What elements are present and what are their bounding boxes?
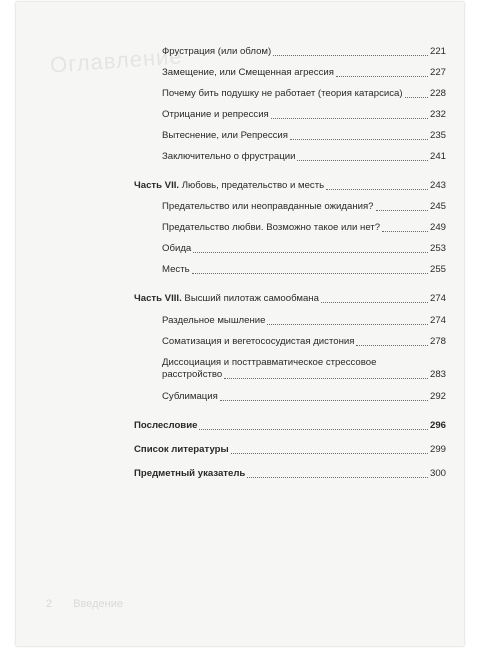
toc-entry-page: 299 [429, 444, 446, 455]
toc-entry-title: Предметный указатель [134, 468, 246, 479]
toc-entry[interactable] [162, 357, 446, 381]
toc-entry-page: 283 [429, 369, 446, 380]
toc-part-name: Высший пилотаж самообмана [181, 293, 319, 304]
toc-entry-page: 243 [429, 180, 446, 191]
toc-entry-title: Замещение, или Смещенная агрессия [162, 67, 334, 78]
toc-entry[interactable] [162, 264, 446, 276]
toc-entry-title: Обида [162, 243, 192, 254]
leader-dots [321, 301, 428, 303]
toc-entry-page: 300 [429, 468, 446, 479]
toc-entry-title: Послесловие [134, 420, 198, 431]
leader-dots [224, 377, 428, 379]
toc-entry-title: Заключительно о фрустрации [162, 151, 296, 162]
toc-entry-page: 253 [429, 243, 446, 254]
ghost-footer-page: 2 [46, 598, 53, 610]
ghost-footer-text: Введение [73, 598, 123, 610]
toc-entry-title-line1: Диссоциация и посттравматическое стрессовое [162, 357, 377, 368]
leader-dots [273, 54, 428, 56]
toc-part-title [134, 180, 324, 192]
toc-entry-title: Соматизация и вегетососудистая дистония [162, 336, 355, 347]
leader-dots [267, 323, 428, 325]
toc-entry-title: Вытеснение, или Репрессия [162, 130, 288, 141]
toc-entry[interactable] [162, 243, 446, 255]
toc-entry[interactable] [162, 67, 446, 79]
toc-entry-page: 245 [429, 201, 446, 212]
book-page [16, 2, 464, 646]
toc-afterword[interactable] [134, 420, 446, 432]
leader-dots [271, 117, 428, 119]
toc-entry-page: 227 [429, 67, 446, 78]
toc-entry-page: 235 [429, 130, 446, 141]
toc-part-heading[interactable] [134, 293, 446, 305]
toc-entry-line2 [162, 369, 446, 381]
toc-entry[interactable] [162, 88, 446, 100]
toc-part-title [134, 293, 319, 305]
toc-entry[interactable] [162, 222, 446, 234]
toc-entry-page: 232 [429, 109, 446, 120]
toc-entry-title: Раздельное мышление [162, 315, 266, 326]
toc-entry-title: Предательство или неоправданные ожидания? [162, 201, 374, 212]
leader-dots [405, 96, 428, 98]
toc-part-heading[interactable] [134, 180, 446, 192]
toc-entry[interactable] [162, 109, 446, 121]
leader-dots [297, 159, 428, 161]
toc-entry-page: 274 [429, 293, 446, 304]
toc-entry-title: Месть [162, 264, 190, 275]
toc-entry[interactable] [162, 336, 446, 348]
toc-entry[interactable] [162, 46, 446, 58]
toc-entry-title: Список литературы [134, 444, 229, 455]
toc-entry[interactable] [162, 201, 446, 213]
leader-dots [290, 138, 428, 140]
toc-entry-page: 249 [429, 222, 446, 233]
toc-entry-title: Сублимация [162, 391, 218, 402]
leader-dots [326, 188, 428, 190]
ghost-page-title: Оглавление [49, 43, 184, 78]
toc-entry-title-line2: расстройство [162, 369, 223, 380]
toc-entry-title: Предательство любви. Возможно такое или нет? [162, 222, 381, 233]
leader-dots [382, 230, 428, 232]
toc-part-label: Часть VIII. [134, 293, 182, 304]
leader-dots [199, 428, 428, 430]
toc-entry-page: 221 [429, 46, 446, 57]
toc-entry-page: 274 [429, 315, 446, 326]
toc-entry[interactable] [162, 315, 446, 327]
table-of-contents [16, 2, 464, 646]
toc-entry-page: 241 [429, 151, 446, 162]
toc-entry[interactable] [162, 130, 446, 142]
toc-entry[interactable] [162, 391, 446, 403]
leader-dots [193, 251, 428, 253]
toc-entry-title: Фрустрация (или облом) [162, 46, 272, 57]
toc-entry[interactable] [162, 151, 446, 163]
leader-dots [231, 452, 428, 454]
toc-part-label: Часть VII. [134, 180, 180, 191]
toc-entry-title: Отрицание и репрессия [162, 109, 269, 120]
toc-entry-page: 228 [429, 88, 446, 99]
leader-dots [247, 476, 428, 478]
toc-index[interactable] [134, 468, 446, 480]
leader-dots [220, 399, 428, 401]
toc-entry-page: 278 [429, 336, 446, 347]
toc-entry-page: 292 [429, 391, 446, 402]
leader-dots [192, 272, 428, 274]
toc-part-name: Любовь, предательство и месть [179, 180, 325, 191]
toc-entry-page: 296 [429, 420, 446, 431]
leader-dots [336, 75, 428, 77]
toc-entry-page: 255 [429, 264, 446, 275]
toc-entry-title: Почему бить подушку не работает (теория катарсиса) [162, 88, 403, 99]
toc-literature[interactable] [134, 444, 446, 456]
leader-dots [356, 344, 428, 346]
leader-dots [376, 209, 428, 211]
